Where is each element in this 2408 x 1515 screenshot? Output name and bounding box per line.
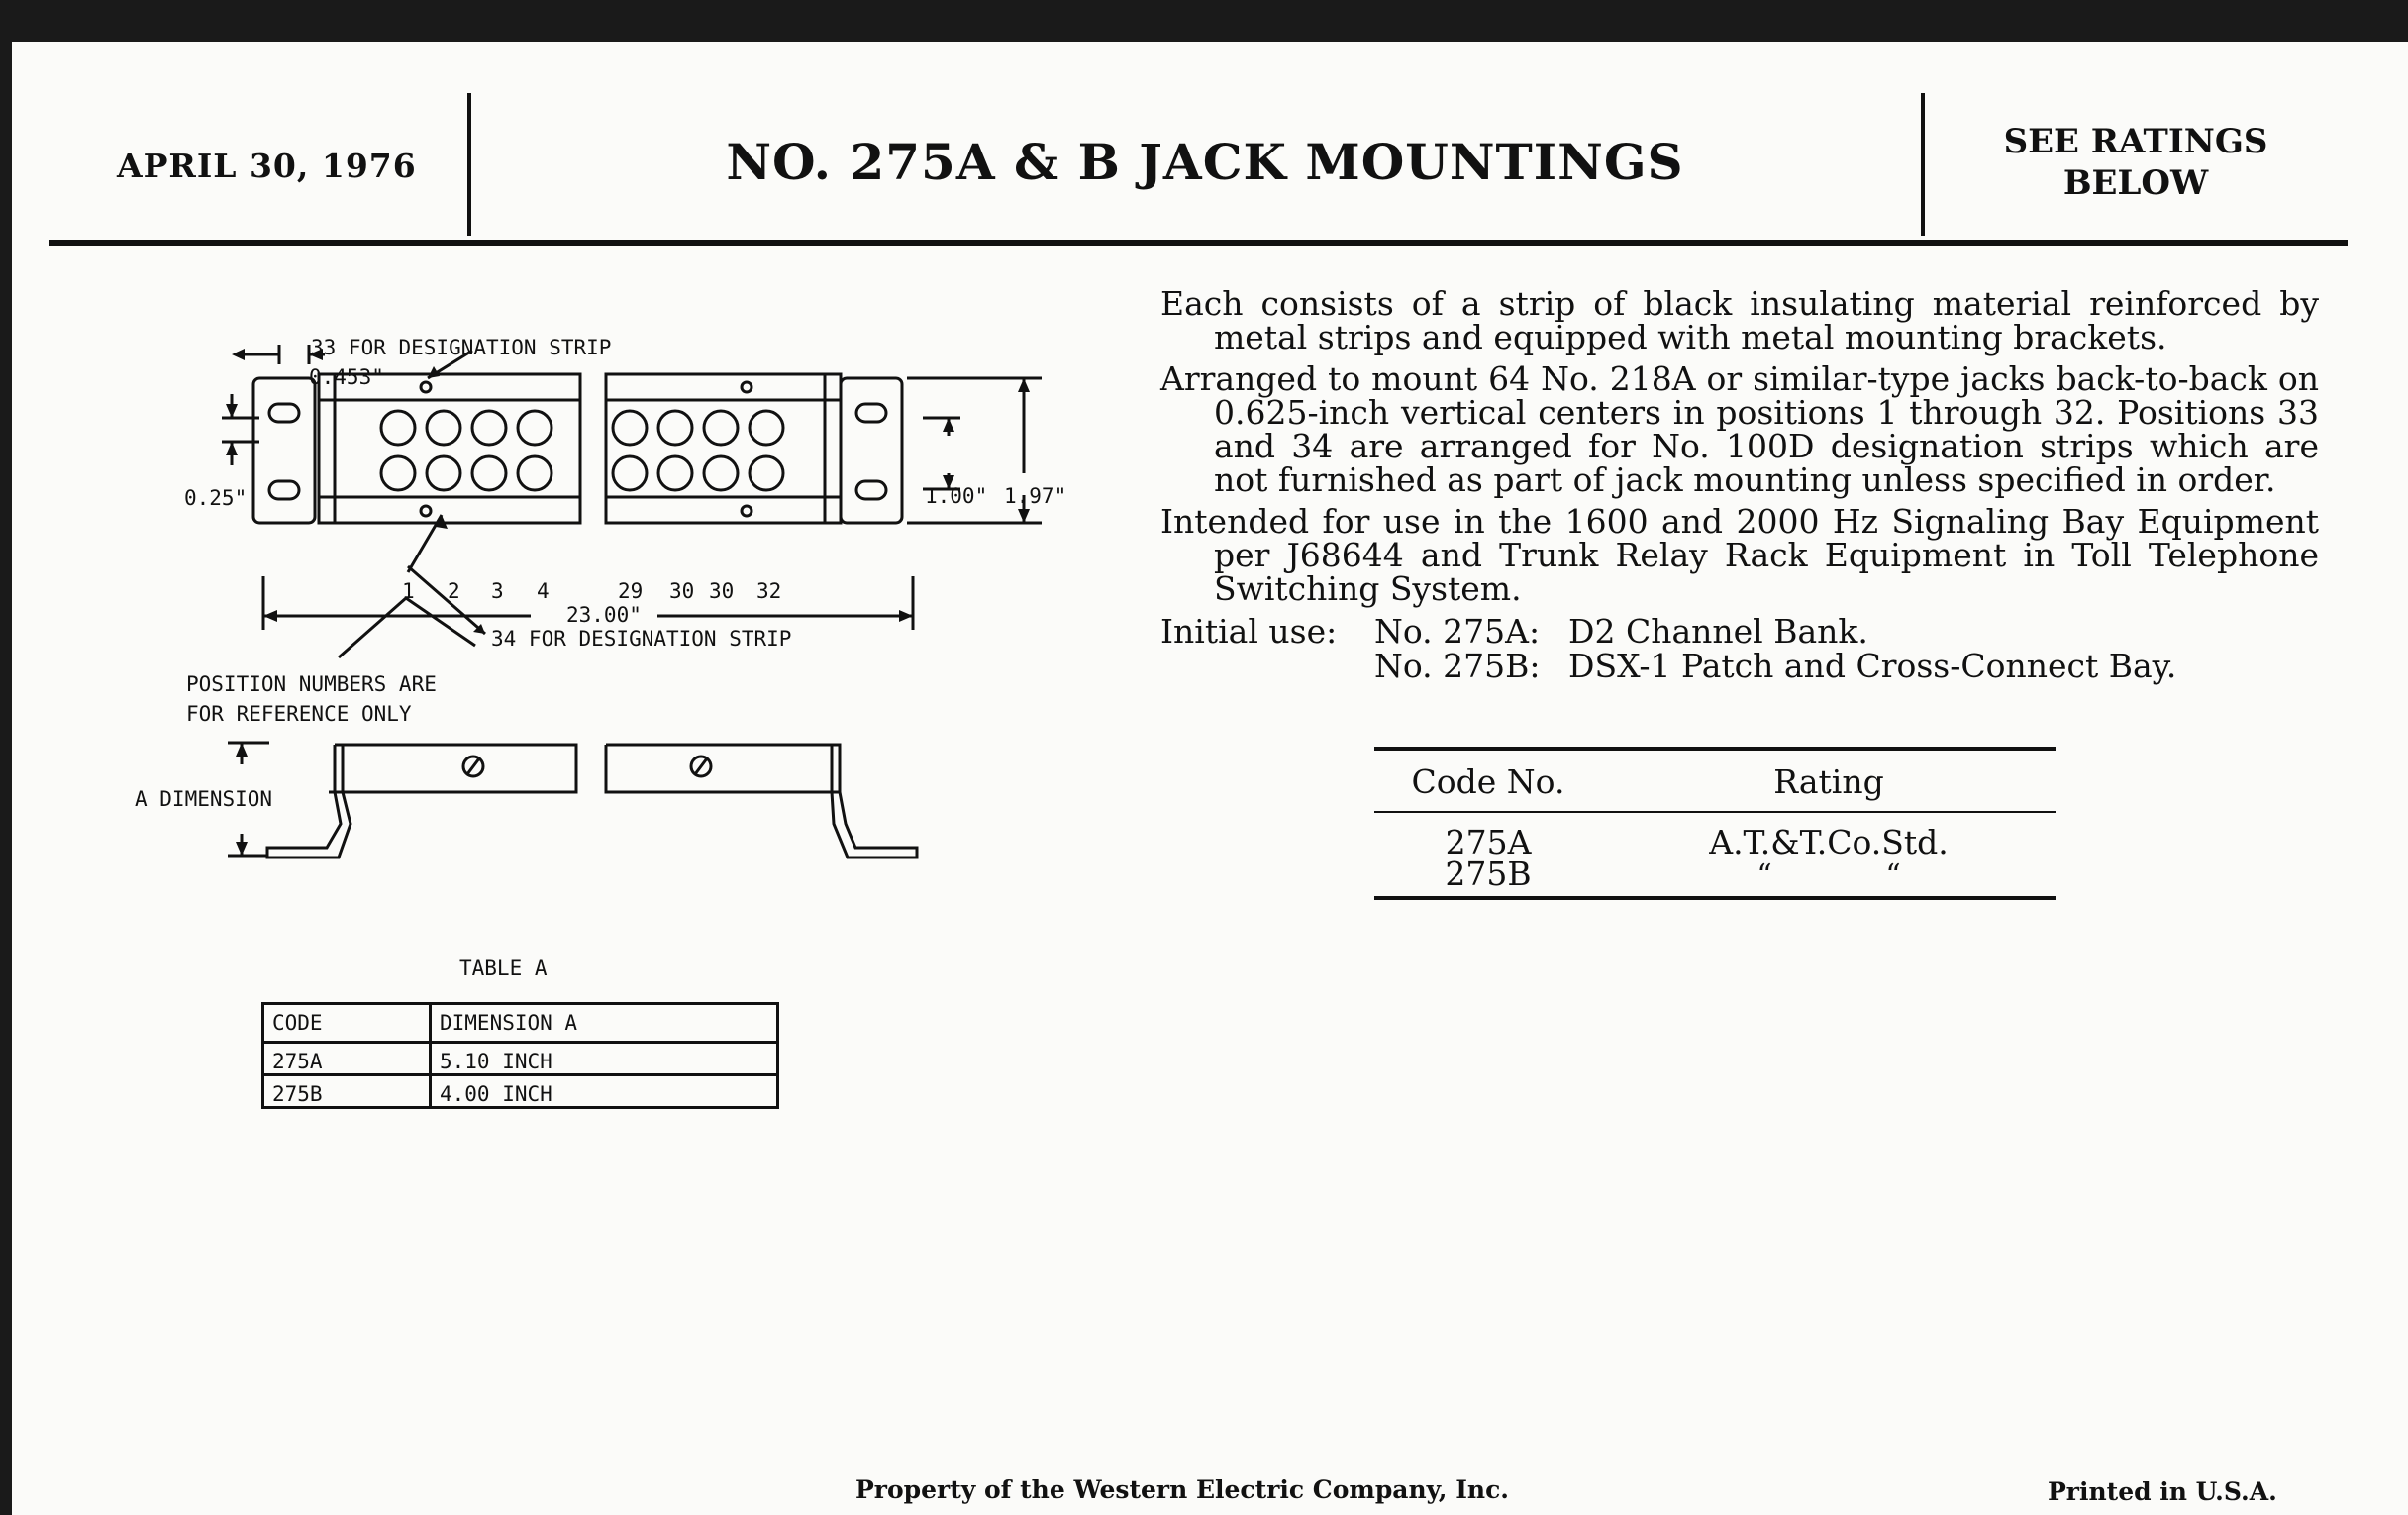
ratings-table <box>1374 747 2056 900</box>
initial-use-label: Initial use: <box>1160 612 1338 651</box>
mounting-slot <box>856 481 886 499</box>
dimension-cell: 5.10 INCH <box>431 1043 778 1075</box>
strip-section <box>319 374 580 523</box>
initial-use-code: No. 275B: <box>1374 647 1541 685</box>
jack-hole <box>704 411 738 445</box>
ratings-note-line: SEE RATINGS <box>2003 122 2268 161</box>
jack-hole <box>518 411 552 445</box>
col-dimension-header: DIMENSION A <box>431 1004 778 1043</box>
position-number: 32 <box>756 579 782 603</box>
position-number: 1 <box>402 579 415 603</box>
initial-use-row <box>1160 649 2319 683</box>
table-row <box>263 1075 778 1108</box>
table-header-row <box>263 1004 778 1043</box>
mounting-slot <box>856 404 886 422</box>
initial-use-desc: DSX-1 Patch and Cross-Connect Bay. <box>1568 647 2177 685</box>
initial-use-desc: D2 Channel Bank. <box>1568 612 1868 651</box>
position-number: 30 <box>669 579 695 603</box>
col-code-header: CODE <box>263 1004 431 1043</box>
jack-hole <box>472 456 506 490</box>
position-note: FOR REFERENCE ONLY <box>186 702 412 726</box>
code-cell: 275B <box>263 1075 431 1108</box>
ditto-mark: “ <box>1756 858 1772 893</box>
col-rating-header: Rating <box>1773 762 1884 801</box>
right-bracket <box>841 378 902 523</box>
code-cell: 275A <box>263 1043 431 1075</box>
jack-hole <box>427 456 460 490</box>
position-number: 30 <box>709 579 735 603</box>
position-number: 3 <box>491 579 504 603</box>
position-note: POSITION NUMBERS ARE <box>186 672 437 696</box>
footer-printed: Printed in U.S.A. <box>2048 1477 2277 1506</box>
designation-hole <box>421 382 431 392</box>
col-code-header: Code No. <box>1411 762 1565 801</box>
ratings-note-line: BELOW <box>2062 163 2209 203</box>
description-paragraph: Arranged to mount 64 No. 218A or similar-type jacks back-to-back on 0.625-inch vertical centers in positions 1 through 32. Positions 33 and 34 are arranged for No. 100D designation strips which are not furnished as part of jack mounting unless specified in order. <box>1160 359 2319 499</box>
label-34-designation: 34 FOR DESIGNATION STRIP <box>491 627 792 651</box>
designation-hole <box>742 506 752 516</box>
mounting-slot <box>269 404 299 422</box>
jack-hole <box>472 411 506 445</box>
mounting-slot <box>269 481 299 499</box>
dim-197: 1.97" <box>1004 484 1067 508</box>
document-card <box>12 42 2408 1515</box>
footer-property: Property of the Western Electric Company, Inc. <box>855 1475 1510 1504</box>
description <box>1160 284 2319 685</box>
designation-hole <box>742 382 752 392</box>
code-cell: 275A <box>1445 823 1532 861</box>
dimension-cell: 4.00 INCH <box>431 1075 778 1108</box>
issue-date: APRIL 30, 1976 <box>117 147 417 185</box>
jack-hole <box>704 456 738 490</box>
initial-use-row <box>1160 614 2319 649</box>
position-number: 29 <box>618 579 644 603</box>
jack-mounting-diagram <box>12 42 1067 933</box>
ratings-note <box>1967 121 2304 204</box>
ditto-mark: “ <box>1885 858 1901 893</box>
label-33-designation: 33 FOR DESIGNATION STRIP <box>311 336 612 359</box>
page-title: NO. 275A & B JACK MOUNTINGS <box>726 133 1684 191</box>
table-row <box>1374 855 2056 893</box>
jack-hole <box>750 456 783 490</box>
table-a <box>261 1002 779 1109</box>
jack-hole <box>658 456 692 490</box>
code-cell: 275B <box>1445 855 1532 893</box>
jack-hole <box>381 411 415 445</box>
jack-hole <box>613 456 647 490</box>
table-a-caption: TABLE A <box>459 957 548 980</box>
position-number: 4 <box>537 579 550 603</box>
table-rule <box>1374 896 2056 900</box>
dim-2300: 23.00" <box>566 603 642 627</box>
strip-section <box>606 374 841 523</box>
jack-hole <box>750 411 783 445</box>
jack-hole <box>658 411 692 445</box>
dim-a-label: A DIMENSION <box>135 787 273 811</box>
left-bracket <box>253 378 315 523</box>
description-paragraph: Each consists of a strip of black insulating material reinforced by metal strips and equipped with metal mounting brackets. <box>1160 284 2319 356</box>
description-paragraph: Intended for use in the 1600 and 2000 Hz Signaling Bay Equipment per J68644 and Trunk Relay Rack Equipment in Toll Telephone Switching System. <box>1160 502 2319 608</box>
table-header <box>1374 751 2056 811</box>
dim-025: 0.25" <box>184 486 248 510</box>
dim-100: 1.00" <box>925 484 988 508</box>
table-row <box>263 1043 778 1075</box>
rating-cell <box>1602 858 2056 892</box>
rating-cell: A.T.&T.Co.Std. <box>1709 823 1949 861</box>
initial-use-code: No. 275A: <box>1374 612 1541 651</box>
jack-hole <box>518 456 552 490</box>
header-divider <box>1921 93 1925 236</box>
jack-hole <box>381 456 415 490</box>
jack-hole <box>427 411 460 445</box>
dim-0453: 0.453" <box>309 365 384 389</box>
table-body <box>1374 813 2056 896</box>
designation-hole <box>421 506 431 516</box>
jack-hole <box>613 411 647 445</box>
position-number: 2 <box>448 579 460 603</box>
